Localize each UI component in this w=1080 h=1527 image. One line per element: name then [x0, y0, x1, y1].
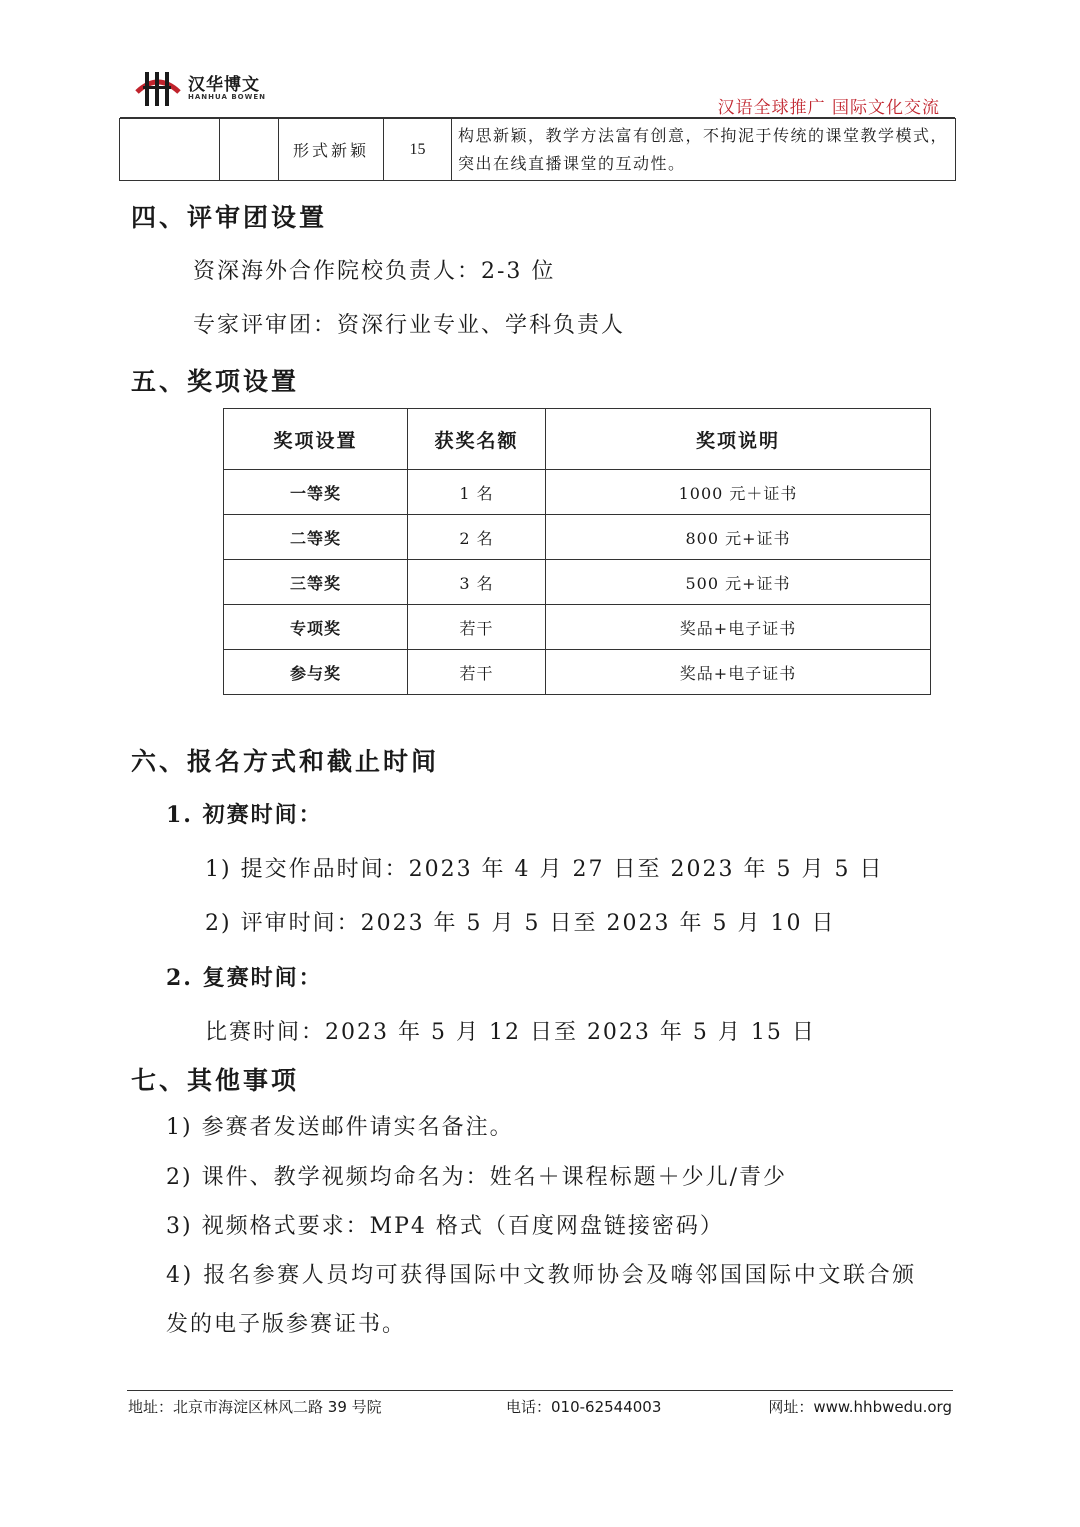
- section-7-heading: 七、其他事项: [131, 1066, 300, 1095]
- footer-phone: 电话：010-62544003: [506, 1398, 662, 1416]
- criteria-aspect: 形式新颖: [279, 119, 384, 181]
- criteria-table: [119, 118, 956, 181]
- section-6-heading: 六、报名方式和截止时间: [131, 747, 440, 776]
- criteria-score: 15: [384, 119, 452, 181]
- jury-line-2: 专家评审团：资深行业专业、学科负责人: [193, 313, 626, 338]
- footer-website: 网址：www.hhbwedu.org: [768, 1398, 952, 1416]
- award-desc: 500 元+证书: [546, 560, 931, 605]
- award-name: 二等奖: [224, 515, 408, 560]
- table-row: [224, 560, 931, 605]
- award-desc: 1000 元＋证书: [546, 470, 931, 515]
- criteria-description: 构思新颖，教学方法富有创意，不拘泥于传统的课堂教学模式，突出在线直播课堂的互动性。: [452, 119, 956, 181]
- logo-chinese-name: 汉华博文: [188, 75, 260, 95]
- jury-line-1: 资深海外合作院校负责人：2-3 位: [193, 259, 556, 284]
- other-item-3: 3) 视频格式要求：MP4 格式（百度网盘链接密码）: [166, 1214, 724, 1239]
- awards-table: [223, 408, 931, 695]
- header-count: 获奖名额: [408, 409, 546, 470]
- section-5-heading: 五、奖项设置: [131, 367, 300, 396]
- award-desc: 奖品+电子证书: [546, 605, 931, 650]
- award-name: 一等奖: [224, 470, 408, 515]
- footer-address: 地址：北京市海淀区林风二路 39 号院: [128, 1398, 382, 1416]
- other-item-2: 2) 课件、教学视频均命名为：姓名＋课程标题＋少儿/青少: [166, 1165, 787, 1190]
- final-heading: 2. 复赛时间：: [166, 965, 323, 991]
- prelim-heading: 1. 初赛时间：: [166, 802, 323, 828]
- other-item-4-continued: 发的电子版参赛证书。: [166, 1312, 407, 1337]
- final-line: 比赛时间：2023 年 5 月 12 日至 2023 年 5 月 15 日: [205, 1020, 816, 1045]
- footer-divider: [127, 1390, 953, 1391]
- award-desc: 800 元+证书: [546, 515, 931, 560]
- table-header-row: [224, 409, 931, 470]
- award-count: 2 名: [408, 515, 546, 560]
- award-count: 若干: [408, 605, 546, 650]
- table-row: [224, 605, 931, 650]
- header-award: 奖项设置: [224, 409, 408, 470]
- award-desc: 奖品+电子证书: [546, 650, 931, 695]
- header-desc: 奖项说明: [546, 409, 931, 470]
- logo-english-name: HANHUA BOWEN: [188, 93, 266, 101]
- other-item-1: 1) 参赛者发送邮件请实名备注。: [166, 1115, 514, 1140]
- other-item-4: 4) 报名参赛人员均可获得国际中文教师协会及嗨邻国国际中文联合颁: [166, 1263, 917, 1288]
- award-name: 专项奖: [224, 605, 408, 650]
- award-count: 1 名: [408, 470, 546, 515]
- hanhua-logo-icon: [133, 68, 183, 108]
- award-count: 若干: [408, 650, 546, 695]
- table-row: [224, 470, 931, 515]
- table-row: [224, 650, 931, 695]
- empty-cell: [220, 119, 279, 181]
- award-count: 3 名: [408, 560, 546, 605]
- section-4-heading: 四、评审团设置: [131, 203, 328, 232]
- empty-cell: [120, 119, 220, 181]
- prelim-item-1: 1) 提交作品时间：2023 年 4 月 27 日至 2023 年 5 月 5 日: [205, 857, 884, 882]
- table-row: [224, 515, 931, 560]
- prelim-item-2: 2) 评审时间：2023 年 5 月 5 日至 2023 年 5 月 10 日: [205, 911, 836, 936]
- table-row: [120, 119, 956, 181]
- award-name: 三等奖: [224, 560, 408, 605]
- header-slogan: 汉语全球推广 国际文化交流: [717, 98, 940, 118]
- award-name: 参与奖: [224, 650, 408, 695]
